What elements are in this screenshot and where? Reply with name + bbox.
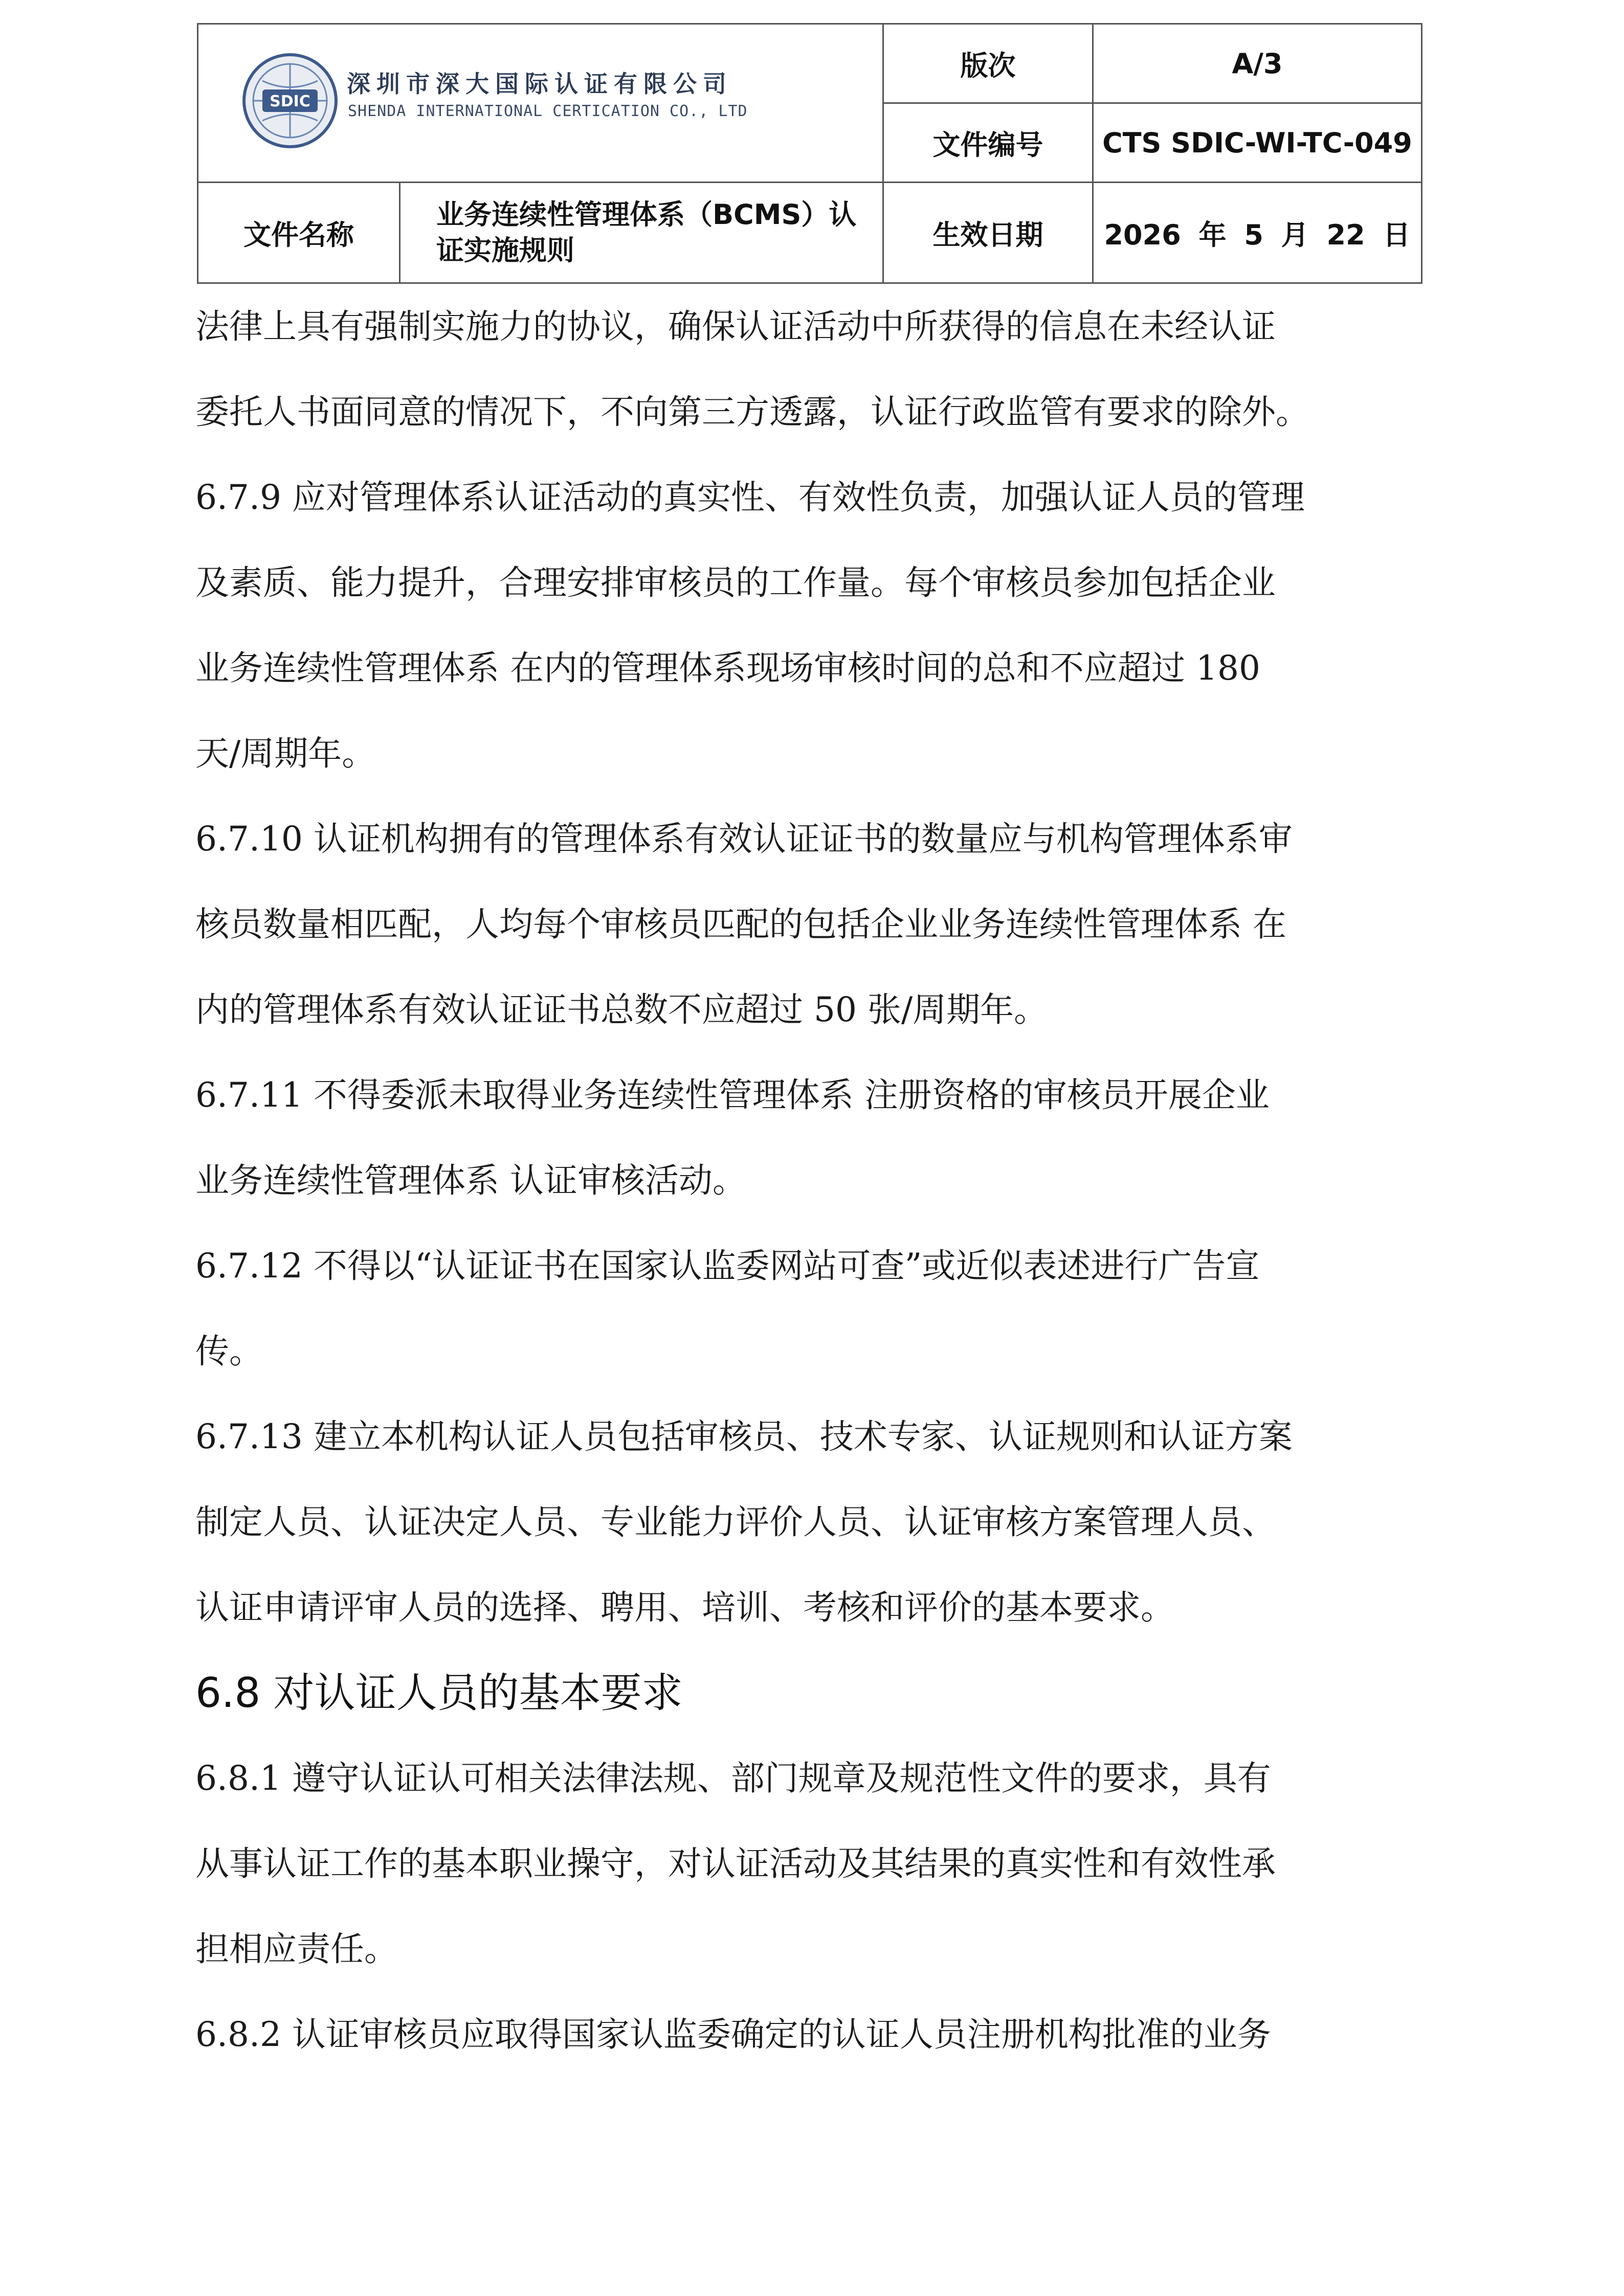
body-line: 内的管理体系有效认证证书总数不应超过 50 张/周期年。 [195,990,1048,1029]
section-heading: 6.8 对认证人员的基本要求 [195,1669,683,1717]
body-line: 核员数量相匹配，人均每个审核员匹配的包括企业业务连续性管理体系 在 [195,905,1286,944]
version-label: 版次 [883,24,1093,103]
body-line: 业务连续性管理体系 在内的管理体系现场审核时间的总和不应超过 180 [195,648,1260,688]
body-line: 从事认证工作的基本职业操守，对认证活动及其结果的真实性和有效性承 [195,1844,1276,1883]
body-line: 业务连续性管理体系 认证审核活动。 [195,1161,746,1200]
body-line: 法律上具有强制实施力的协议，确保认证活动中所获得的信息在未经认证 [195,307,1276,346]
doc-name-value: 业务连续性管理体系（BCMS）认证实施规则 [400,183,883,283]
body-line: 6.8.1 遵守认证认可相关法律法规、部门规章及规范性文件的要求，具有 [195,1759,1271,1798]
version-value: A/3 [1093,24,1422,103]
body-line: 6.7.10 认证机构拥有的管理体系有效认证证书的数量应与机构管理体系审 [195,819,1293,859]
body-line: 委托人书面同意的情况下，不向第三方透露，认证行政监管有要求的除外。 [195,392,1309,432]
body-line: 6.8.2 认证审核员应取得国家认监委确定的认证人员注册机构批准的业务 [195,2015,1271,2054]
body-line: 认证申请评审人员的选择、聘用、培训、考核和评价的基本要求。 [195,1588,1174,1627]
company-logo-cell [198,24,883,183]
effective-date-value: 2026 年 5 月 22 日 [1093,183,1422,283]
body-line: 6.7.11 不得委派未取得业务连续性管理体系 注册资格的审核员开展企业 [195,1075,1270,1115]
body-line: 及素质、能力提升，合理安排审核员的工作量。每个审核员参加包括企业 [195,563,1276,602]
body-line: 制定人员、认证决定人员、专业能力评价人员、认证审核方案管理人员、 [195,1502,1276,1542]
document-body [195,284,1449,2077]
doc-name-label: 文件名称 [198,183,400,283]
company-logo-icon [242,53,338,149]
body-line: 天/周期年。 [195,734,376,773]
body-line: 担相应责任。 [195,1929,398,1969]
body-line: 6.7.13 建立本机构认证人员包括审核员、技术专家、认证规则和认证方案 [195,1417,1293,1456]
body-line: 传。 [195,1332,263,1371]
svg-text:SDIC: SDIC [270,93,310,110]
effective-date-label: 生效日期 [883,183,1093,283]
document-header-table [197,23,1422,284]
company-name-en: SHENDA INTERNATIONAL CERTICATION CO., LTD [348,102,748,120]
doc-number-label: 文件编号 [883,103,1093,183]
body-line: 6.7.9 应对管理体系认证活动的真实性、有效性负责，加强认证人员的管理 [195,478,1305,517]
doc-number-value: CTS SDIC-WI-TC-049 [1093,103,1422,183]
body-line: 6.7.12 不得以“认证证书在国家认监委网站可查”或近似表述进行广告宣 [195,1246,1260,1286]
company-name-cn: 深圳市深大国际认证有限公司 [347,70,732,98]
